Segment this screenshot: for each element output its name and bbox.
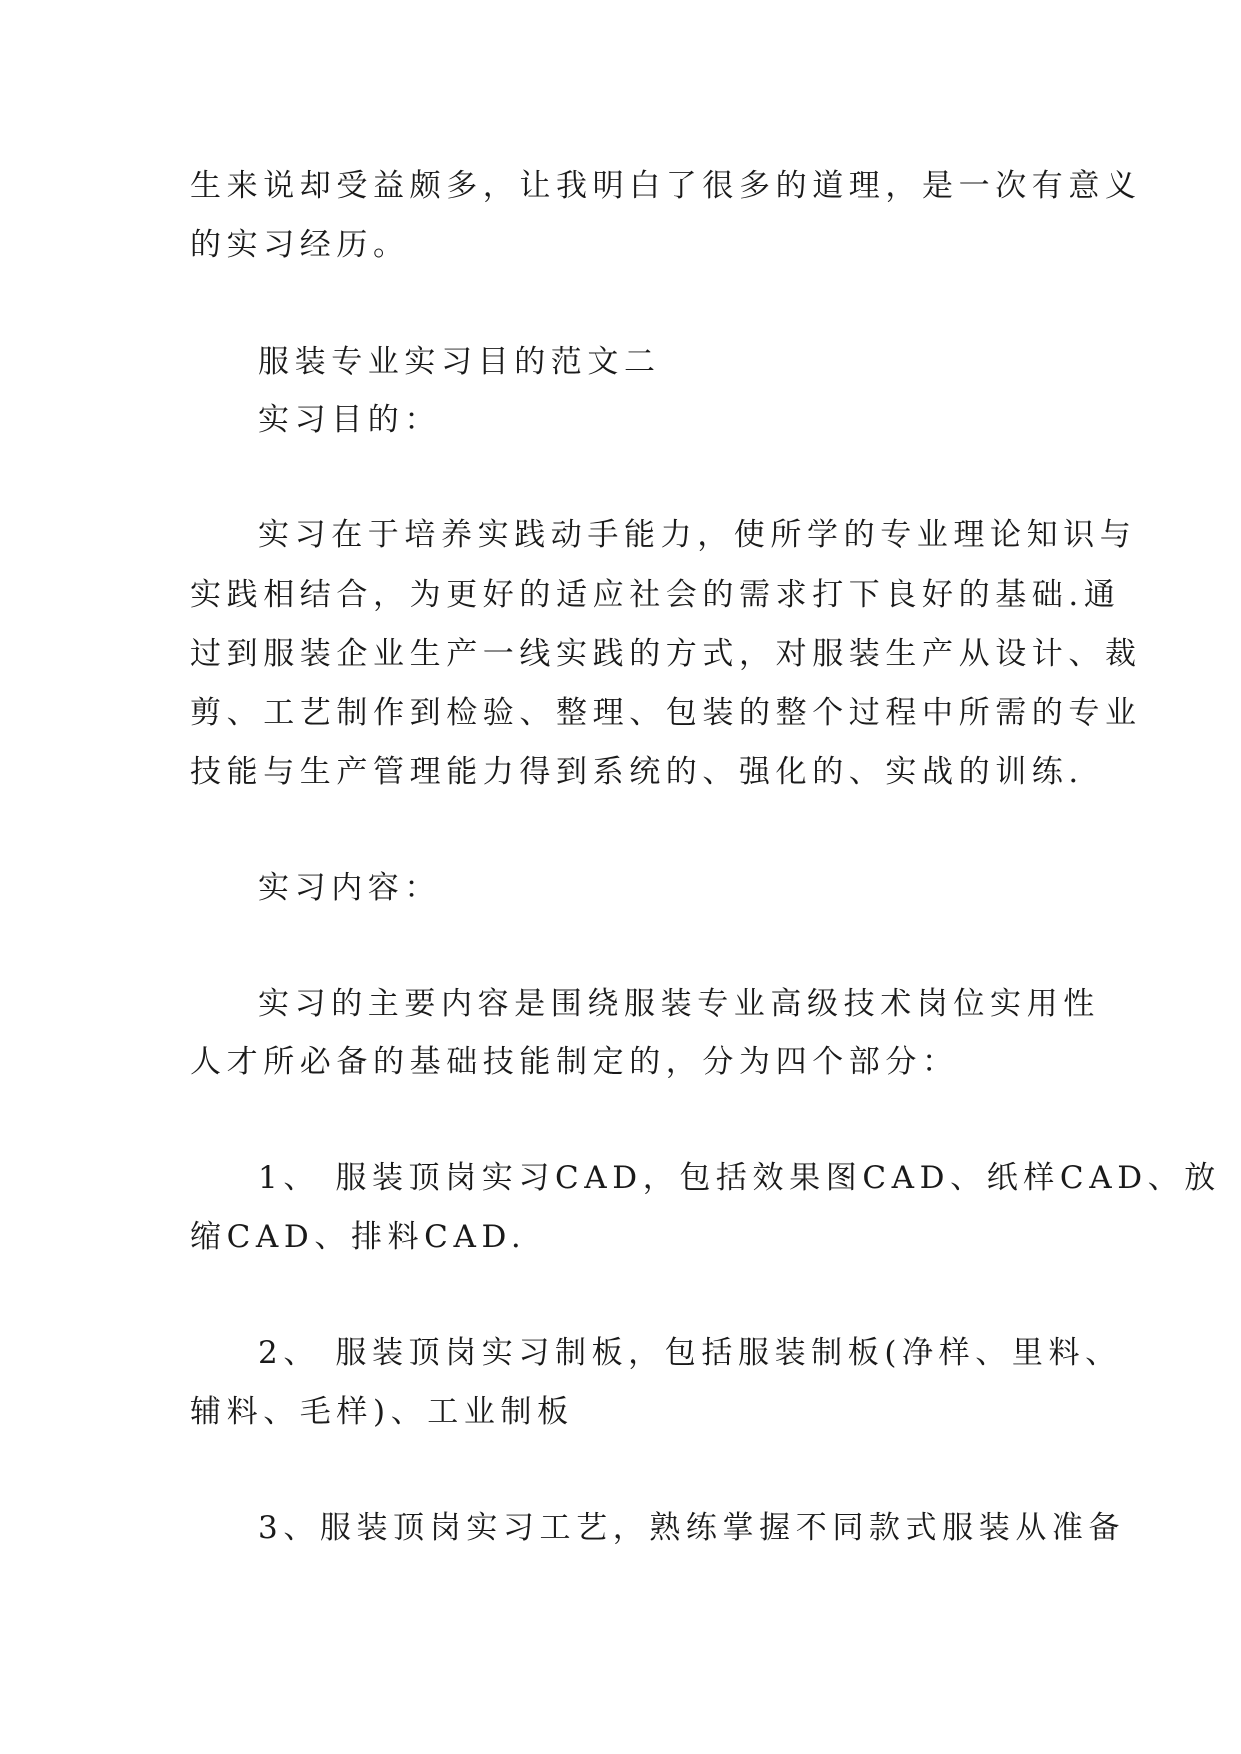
text-line: 的实习经历。 — [190, 227, 410, 263]
section-heading: 实习目的： — [258, 402, 441, 438]
text-line: 实践相结合，为更好的适应社会的需求打下良好的基础.通 — [190, 577, 1121, 613]
section-title: 服装专业实习目的范文二 — [258, 344, 661, 380]
list-item: 3、服装顶岗实习工艺，熟练掌握不同款式服装从准备 — [258, 1510, 1126, 1546]
text-line: 实习在于培养实践动手能力，使所学的专业理论知识与 — [258, 517, 1137, 553]
text-line: 生来说却受益颇多，让我明白了很多的道理，是一次有意义 — [190, 168, 1142, 204]
text-line: 缩CAD、排料CAD. — [190, 1219, 527, 1255]
text-line: 辅料、毛样)、工业制板 — [190, 1394, 574, 1430]
text-line: 剪、工艺制作到检验、整理、包装的整个过程中所需的专业 — [190, 695, 1142, 731]
text-line: 过到服装企业生产一线实践的方式，对服装生产从设计、裁 — [190, 636, 1142, 672]
section-heading: 实习内容： — [258, 870, 441, 906]
text-line: 技能与生产管理能力得到系统的、强化的、实战的训练. — [190, 754, 1084, 790]
list-item: 2、 服装顶岗实习制板，包括服装制板(净样、里料、 — [258, 1335, 1122, 1371]
list-item: 1、 服装顶岗实习CAD，包括效果图CAD、纸样CAD、放 — [258, 1160, 1221, 1196]
text-line: 实习的主要内容是围绕服装专业高级技术岗位实用性 — [258, 986, 1100, 1022]
text-line: 人才所必备的基础技能制定的，分为四个部分： — [190, 1044, 959, 1080]
